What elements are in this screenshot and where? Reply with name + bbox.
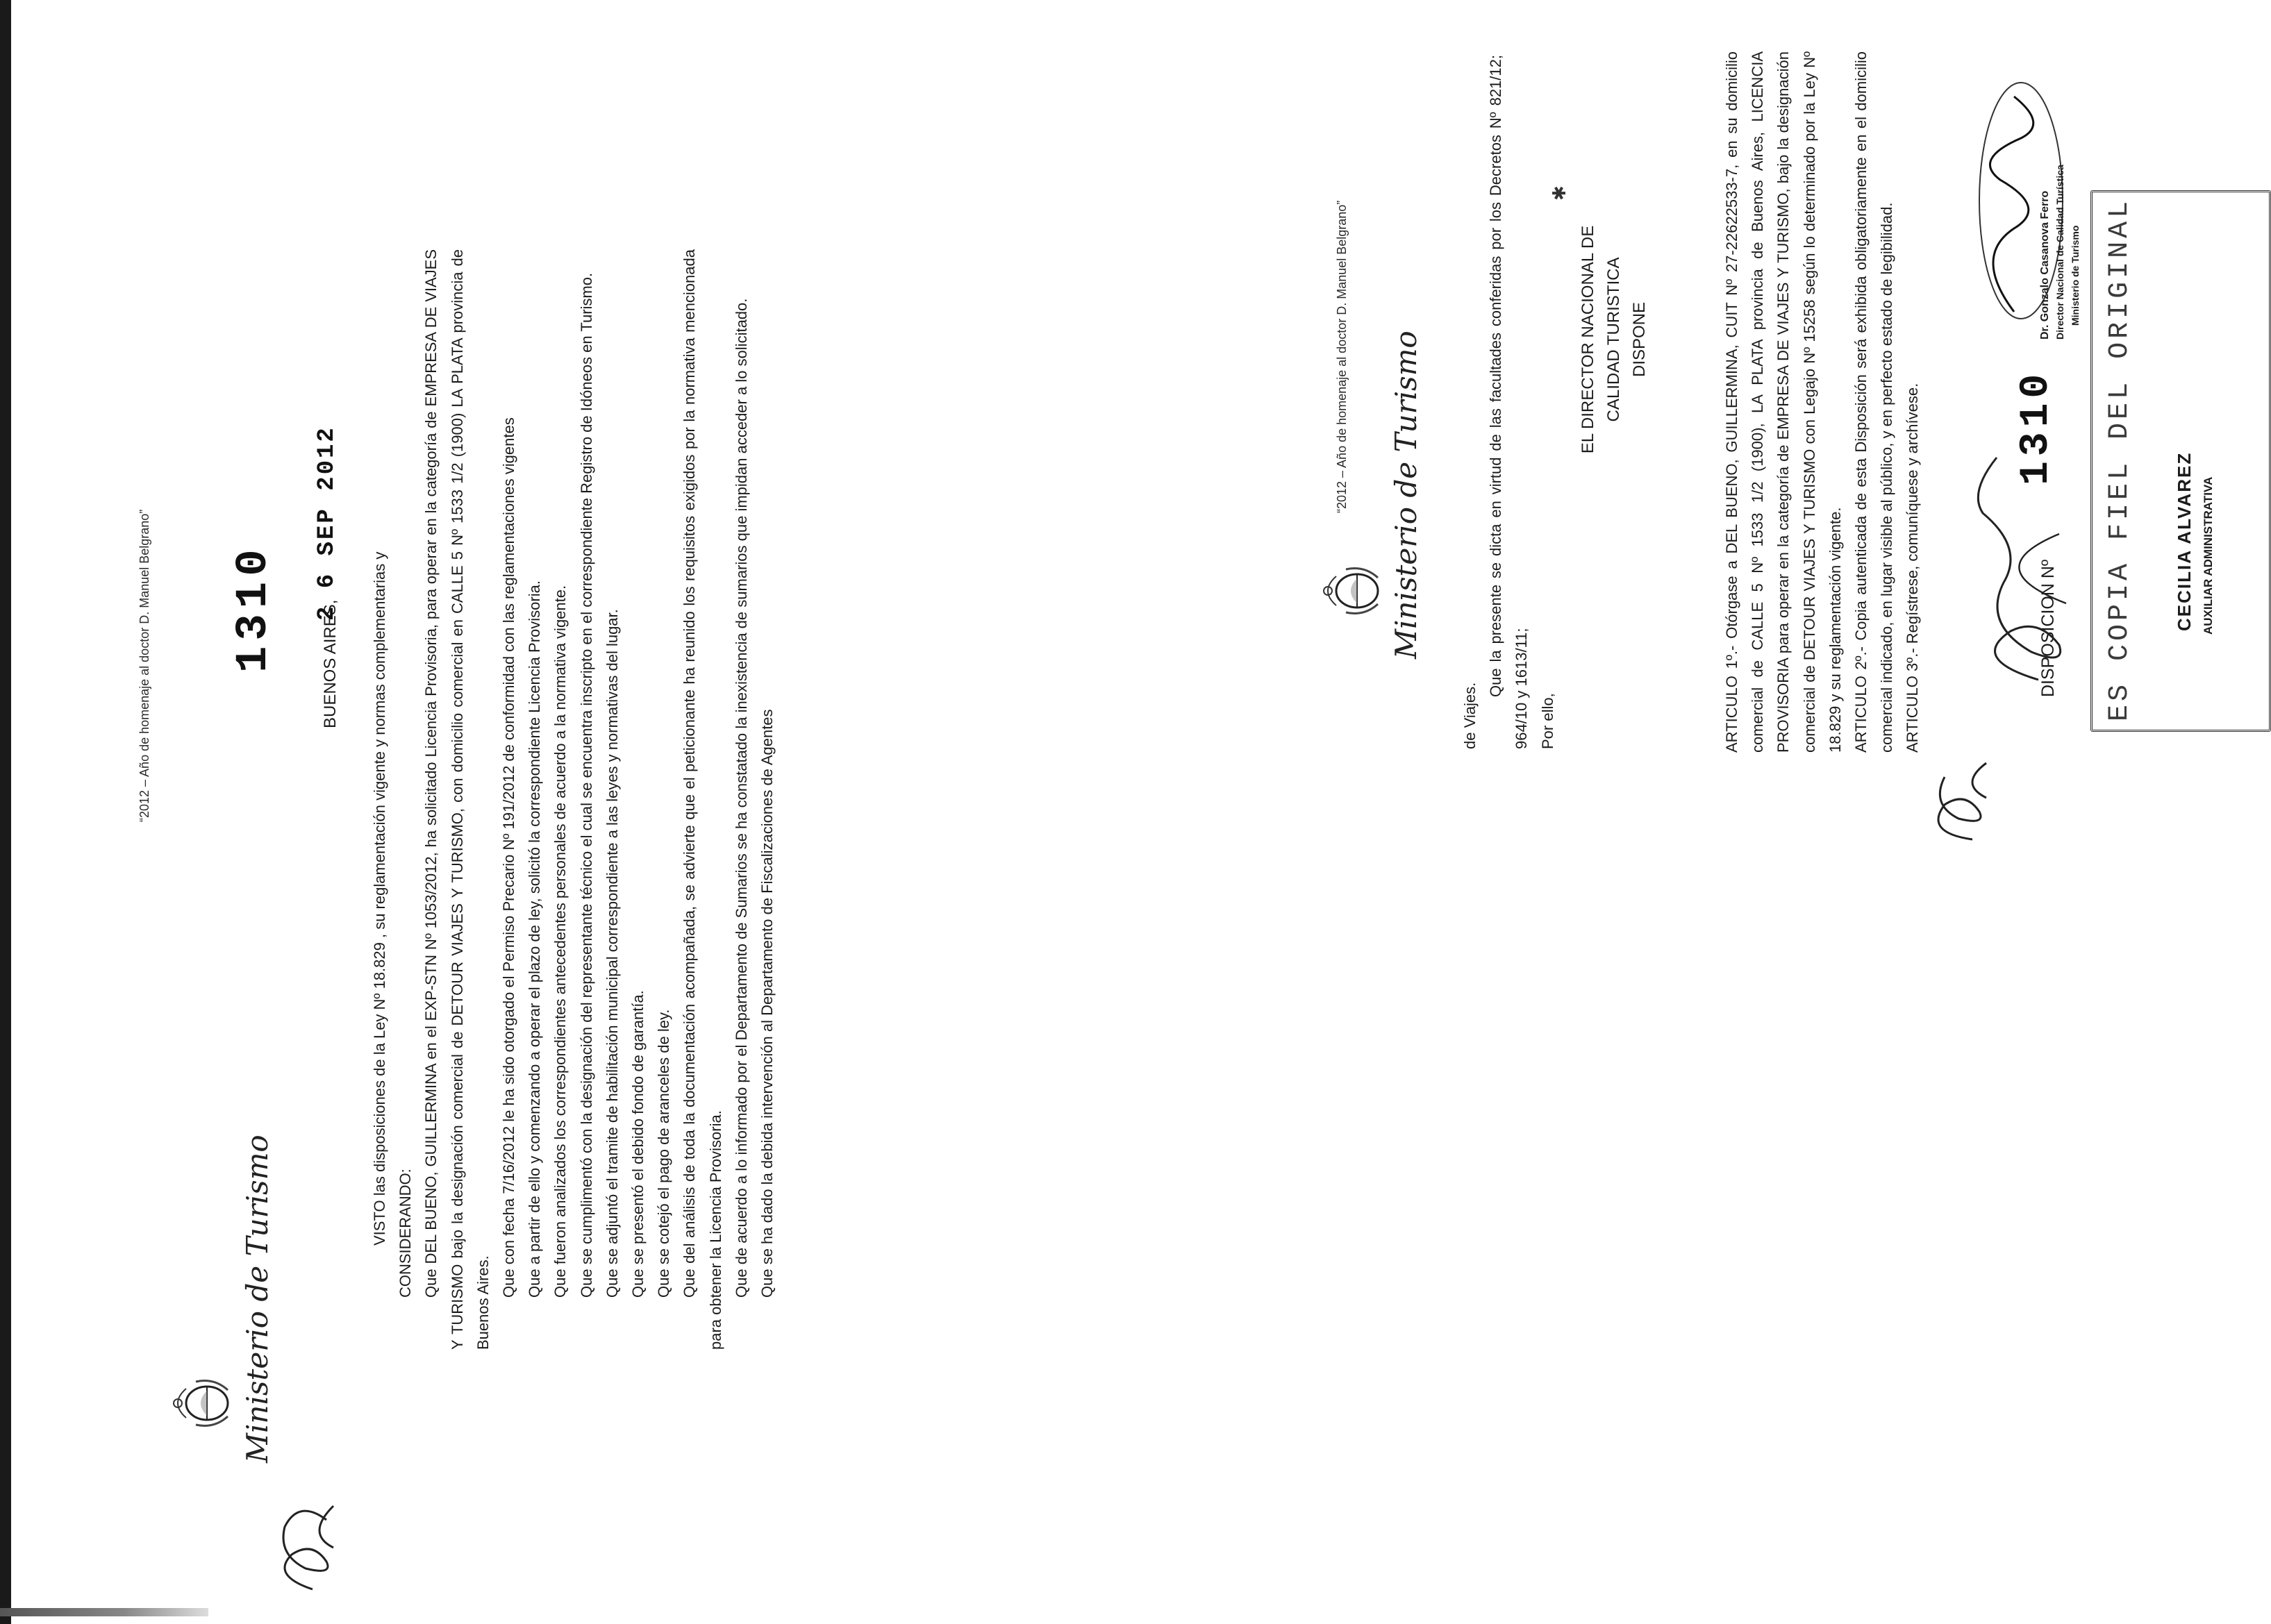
page-one xyxy=(0,34,776,1624)
disposicion-label: DISPOSICION Nº xyxy=(2038,559,2058,697)
signatory-title: Director Nacional de Calidad Turística xyxy=(2054,165,2065,340)
article-1: ARTICULO 1º.- Otórgase a DEL BUENO, GUILLERMINA, CUIT Nº 27-22622533-7, en su domicilio comercial de CALLE 5 Nº 1533 1/2 (1900), LA PLATA provincia de Buenos Aires, LICENCIA PROVISORIA para operar en la categoría de EMPRESA DE VIAJES Y TURISMO, bajo la designación comercial de DETOUR VIAJES Y TURISMO con Legajo Nº 15258 según lo determinado por la Ley Nº 18.829 y su reglamentación vigente. xyxy=(1723,51,1844,753)
signatory-org: Ministerio de Turismo xyxy=(2070,225,2081,326)
resolution-number-stamp: 1310 xyxy=(229,544,279,673)
director-signature xyxy=(1972,83,2083,340)
considerando-heading: CONSIDERANDO: xyxy=(397,1169,415,1298)
recital-paragraph: Que fueron analizados los correspondientes antecedentes personales de acuerdo a la normativa vigente. xyxy=(551,585,569,1298)
city-label: BUENOS AIRES, xyxy=(321,599,340,728)
legal-basis-paragraph: Que la presente se dicta en virtud de las facultades conferidas por los Decretos Nº 821/12; 964/10 y 1613/11; xyxy=(1487,55,1531,749)
ministry-letterhead: Ministerio de Turismo xyxy=(1389,330,1423,659)
preamble-body xyxy=(1457,55,1561,749)
year-motto: “2012 – Año de homenaje al doctor D. Manuel Belgrano” xyxy=(1335,200,1349,513)
recital-paragraph: Que DEL BUENO, GUILLERMINA en el EXP-STN Nº 1053/2012, ha solicitado Licencia Provisoria, para operar en la categoría de EMPRESA DE VIAJES Y TURISMO bajo la designación comercial de DETOUR VIAJES Y TURISMO, con domicilio comercial en CALLE 5 Nº 1533 1/2 (1900) LA PLATA provincia de Buenos Aires. xyxy=(422,249,492,1350)
visto-paragraph: VISTO las disposiciones de la Ley Nº 18.829 , su reglamentación vigente y normas complementarias y xyxy=(371,551,388,1246)
national-coat-of-arms-icon xyxy=(1318,561,1383,621)
directive-heading xyxy=(1575,194,1652,485)
page-two xyxy=(1181,34,2215,1624)
por-ello-text: Por ello, xyxy=(1538,693,1556,749)
recital-paragraph: Que se presentó el debido fondo de garantía. xyxy=(629,990,647,1298)
year-motto: “2012 – Año de homenaje al doctor D. Manuel Belgrano” xyxy=(138,509,151,822)
continuation-text: de Viajes. xyxy=(1461,682,1479,749)
handwritten-initials-signature xyxy=(1910,756,2000,853)
recital-paragraph: Que se cotejó el pago de aranceles de ley. xyxy=(655,1009,673,1298)
date-stamp: 2 6 SEP 2012 xyxy=(314,426,340,621)
recital-paragraph: Que de acuerdo a lo informado por el Departamento de Sumarios se ha constatado la inexistencia de sumarios que impidan acceder a lo solicitado. xyxy=(732,298,750,1298)
heading-line: CALIDAD TURISTICA xyxy=(1604,257,1623,422)
national-coat-of-arms-icon xyxy=(168,1373,233,1433)
recital-paragraph: Que con fecha 7/16/2012 le ha sido otorgado el Permiso Precario Nº 191/2012 de conformidad con las reglamentaciones vigentes xyxy=(500,417,518,1298)
recital-paragraph: Que a partir de ello y comenzando a operar el plazo de ley, solicitó la correspondiente Licencia Provisoria. xyxy=(526,580,544,1298)
article-3: ARTICULO 3º.- Regístrese, comuníquese y archívese. xyxy=(1904,383,1922,753)
recitals-body xyxy=(367,249,780,1350)
recital-paragraph: Que se cumplimentó con la designación del representante técnico el cual se encuentra inscripto en el correspondiente Registro de Idóneos en Turismo. xyxy=(577,272,595,1298)
recital-paragraph: Que se ha dado la debida intervención al Departamento de Fiscalizaciones de Agentes xyxy=(758,709,776,1298)
recital-paragraph: Que del análisis de toda la documentación acompañada, se advierte que el peticionante ha reunido los requisitos exigidos por la normativa mencionada para obtener la Licencia Provisoria. xyxy=(681,249,724,1350)
certifier-name: CECILIA ALVAREZ xyxy=(2174,451,2195,631)
disposicion-number-stamp: 1310 xyxy=(2014,369,2059,485)
article-2: ARTICULO 2º.- Copia autenticada de esta Disposición será exhibida obligatoriamente en el domicilio comercial indicado, en lugar visible al público, y en perfecto estado de legibilidad. xyxy=(1852,51,1896,753)
articles-body xyxy=(1719,51,1926,753)
recital-paragraph: Que se adjuntó el tramite de habilitación municipal correspondiente a las leyes y normativas del lugar. xyxy=(603,609,621,1298)
certifier-role: AUXILIAR ADMINISTRATIVA xyxy=(2202,476,2215,635)
handwritten-initials-signature xyxy=(264,1492,347,1596)
certified-copy-text: ES COPIA FIEL DEL ORIGINAL xyxy=(2104,197,2136,721)
ministry-letterhead: Ministerio de Turismo xyxy=(240,1135,274,1463)
handwritten-signature xyxy=(1955,444,2080,687)
signatory-name: Dr. Gonzalo Casanova Ferro xyxy=(2039,190,2051,340)
heading-line: DISPONE xyxy=(1630,301,1649,378)
heading-line: EL DIRECTOR NACIONAL DE xyxy=(1579,225,1597,454)
scan-speck: ✱ xyxy=(1549,185,1570,201)
